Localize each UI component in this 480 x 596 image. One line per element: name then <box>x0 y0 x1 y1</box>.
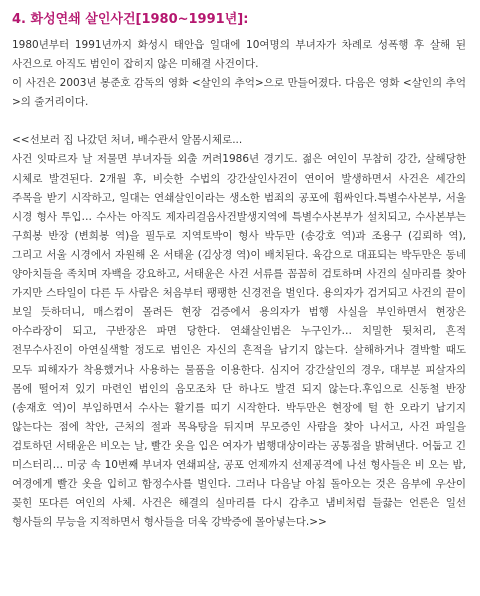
intro-paragraph: 1980년부터 1991년까지 화성시 태안읍 일대에 10여명의 부녀자가 차례로 성폭행 후 살해 된 사건으로 아직도 범인이 잡히지 않은 미해결 사건이다. <box>12 39 466 71</box>
story-subheading: <<선보러 집 나갔던 처녀, 배수관서 알몸시체로... <box>12 134 243 147</box>
paragraph-gap <box>12 112 466 131</box>
article-title: 4. 화성연쇄 살인사건[1980~1991년]: <box>12 12 249 27</box>
movie-note-paragraph: 이 사건은 2003년 봉준호 감독의 영화 <살인의 추억>으로 만들어졌다. 다음은 영화 <살인의 추억>의 줄거리이다. <box>12 77 466 109</box>
story-paragraph: 사건 잇따르자 날 저물면 부녀자들 외출 꺼려1986년 경기도. 젊은 여인이 무참히 강간, 살해당한 시체로 발견된다. 2개월 후, 비슷한 수법의 강간살인사건이 연이어 발생하면서 사건은 세간의 주목을 받기 시작하고, 일대는 연쇄살인이라는 생소한 범죄의 공포에 휩싸인다.특별수사본부, 서울 시경 형사 투입… 수사는 아직도 제자리걸음사건발생지역에 특별수사본부가 설치되고, 수사본부는 구희봉 반장 (변희봉 역)을 필두로 지역토박이 형사 박두만 (송강호 역)과 조용구 (김뢰하 역), 그리고 서울 시경에서 자원해 온 서태윤 (김상경 역)이 배치된다. 육감으로 대표되는 박두만은 동네 양아치들을 족치며 자백을 강요하고, 서태윤은 사건 서류를 꼼꼼히 검토하며 사건의 실마리를 찾아 가지만 스타일이 다른 두 사람은 처음부터 팽팽한 신경전을 벌인다. 용의자가 검거되고 사건의 끝이 보일 듯하더니, 매스컴이 몰려든 현장 검증에서 용의자가 범행 사실을 부인하면서 현장은 아수라장이 되고, 구반장은 파면 당한다. 연쇄살인범은 누구인가… 치밀한 뒷처리, 흔적 전무수사진이 아연실색할 정도로 범인은 자신의 흔적을 남기지 않는다. 살해하거나 결박할 때도 모두 피해자가 착용했거나 사용하는 물품을 이용한다. 심지어 강간살인의 경우, 대부분 피살자의 몸에 떨어져 있기 마련인 범인의 음모조차 단 하나도 발견 되지 않는다.후임으로 신동철 반장 (송재호 역)이 부임하면서 수사는 활기를 띠기 시작한다. 박두만은 현장에 털 한 오라기 남기지 않는다는 점에 착안, 근처의 절과 목욕탕을 뒤지며 무모증인 사람을 찾아 나서고, 사건 파일을 검토하던 서태윤은 비오는 날, 빨간 옷을 입은 여자가 범행대상이라는 공통점을 밝혀낸다. 어둡고 긴 미스터리… 미궁 속 10번째 부녀자 연쇄피살, 공포 언제까지 선제공격에 나선 형사들은 비 오는 밤, 여경에게 빨간 옷을 입히고 함정수사를 벌인다. 그러나 다음날 아침 돌아오는 것은 음부에 우산이 꽂힌 또다른 여인의 사체. 사건은 해결의 실마리를 다시 감추고 냄비처럼 들끓는 언론은 일선 형사들의 무능을 지적하면서 형사들을 더욱 강박증에 몰아넣는다.>> <box>12 153 466 529</box>
